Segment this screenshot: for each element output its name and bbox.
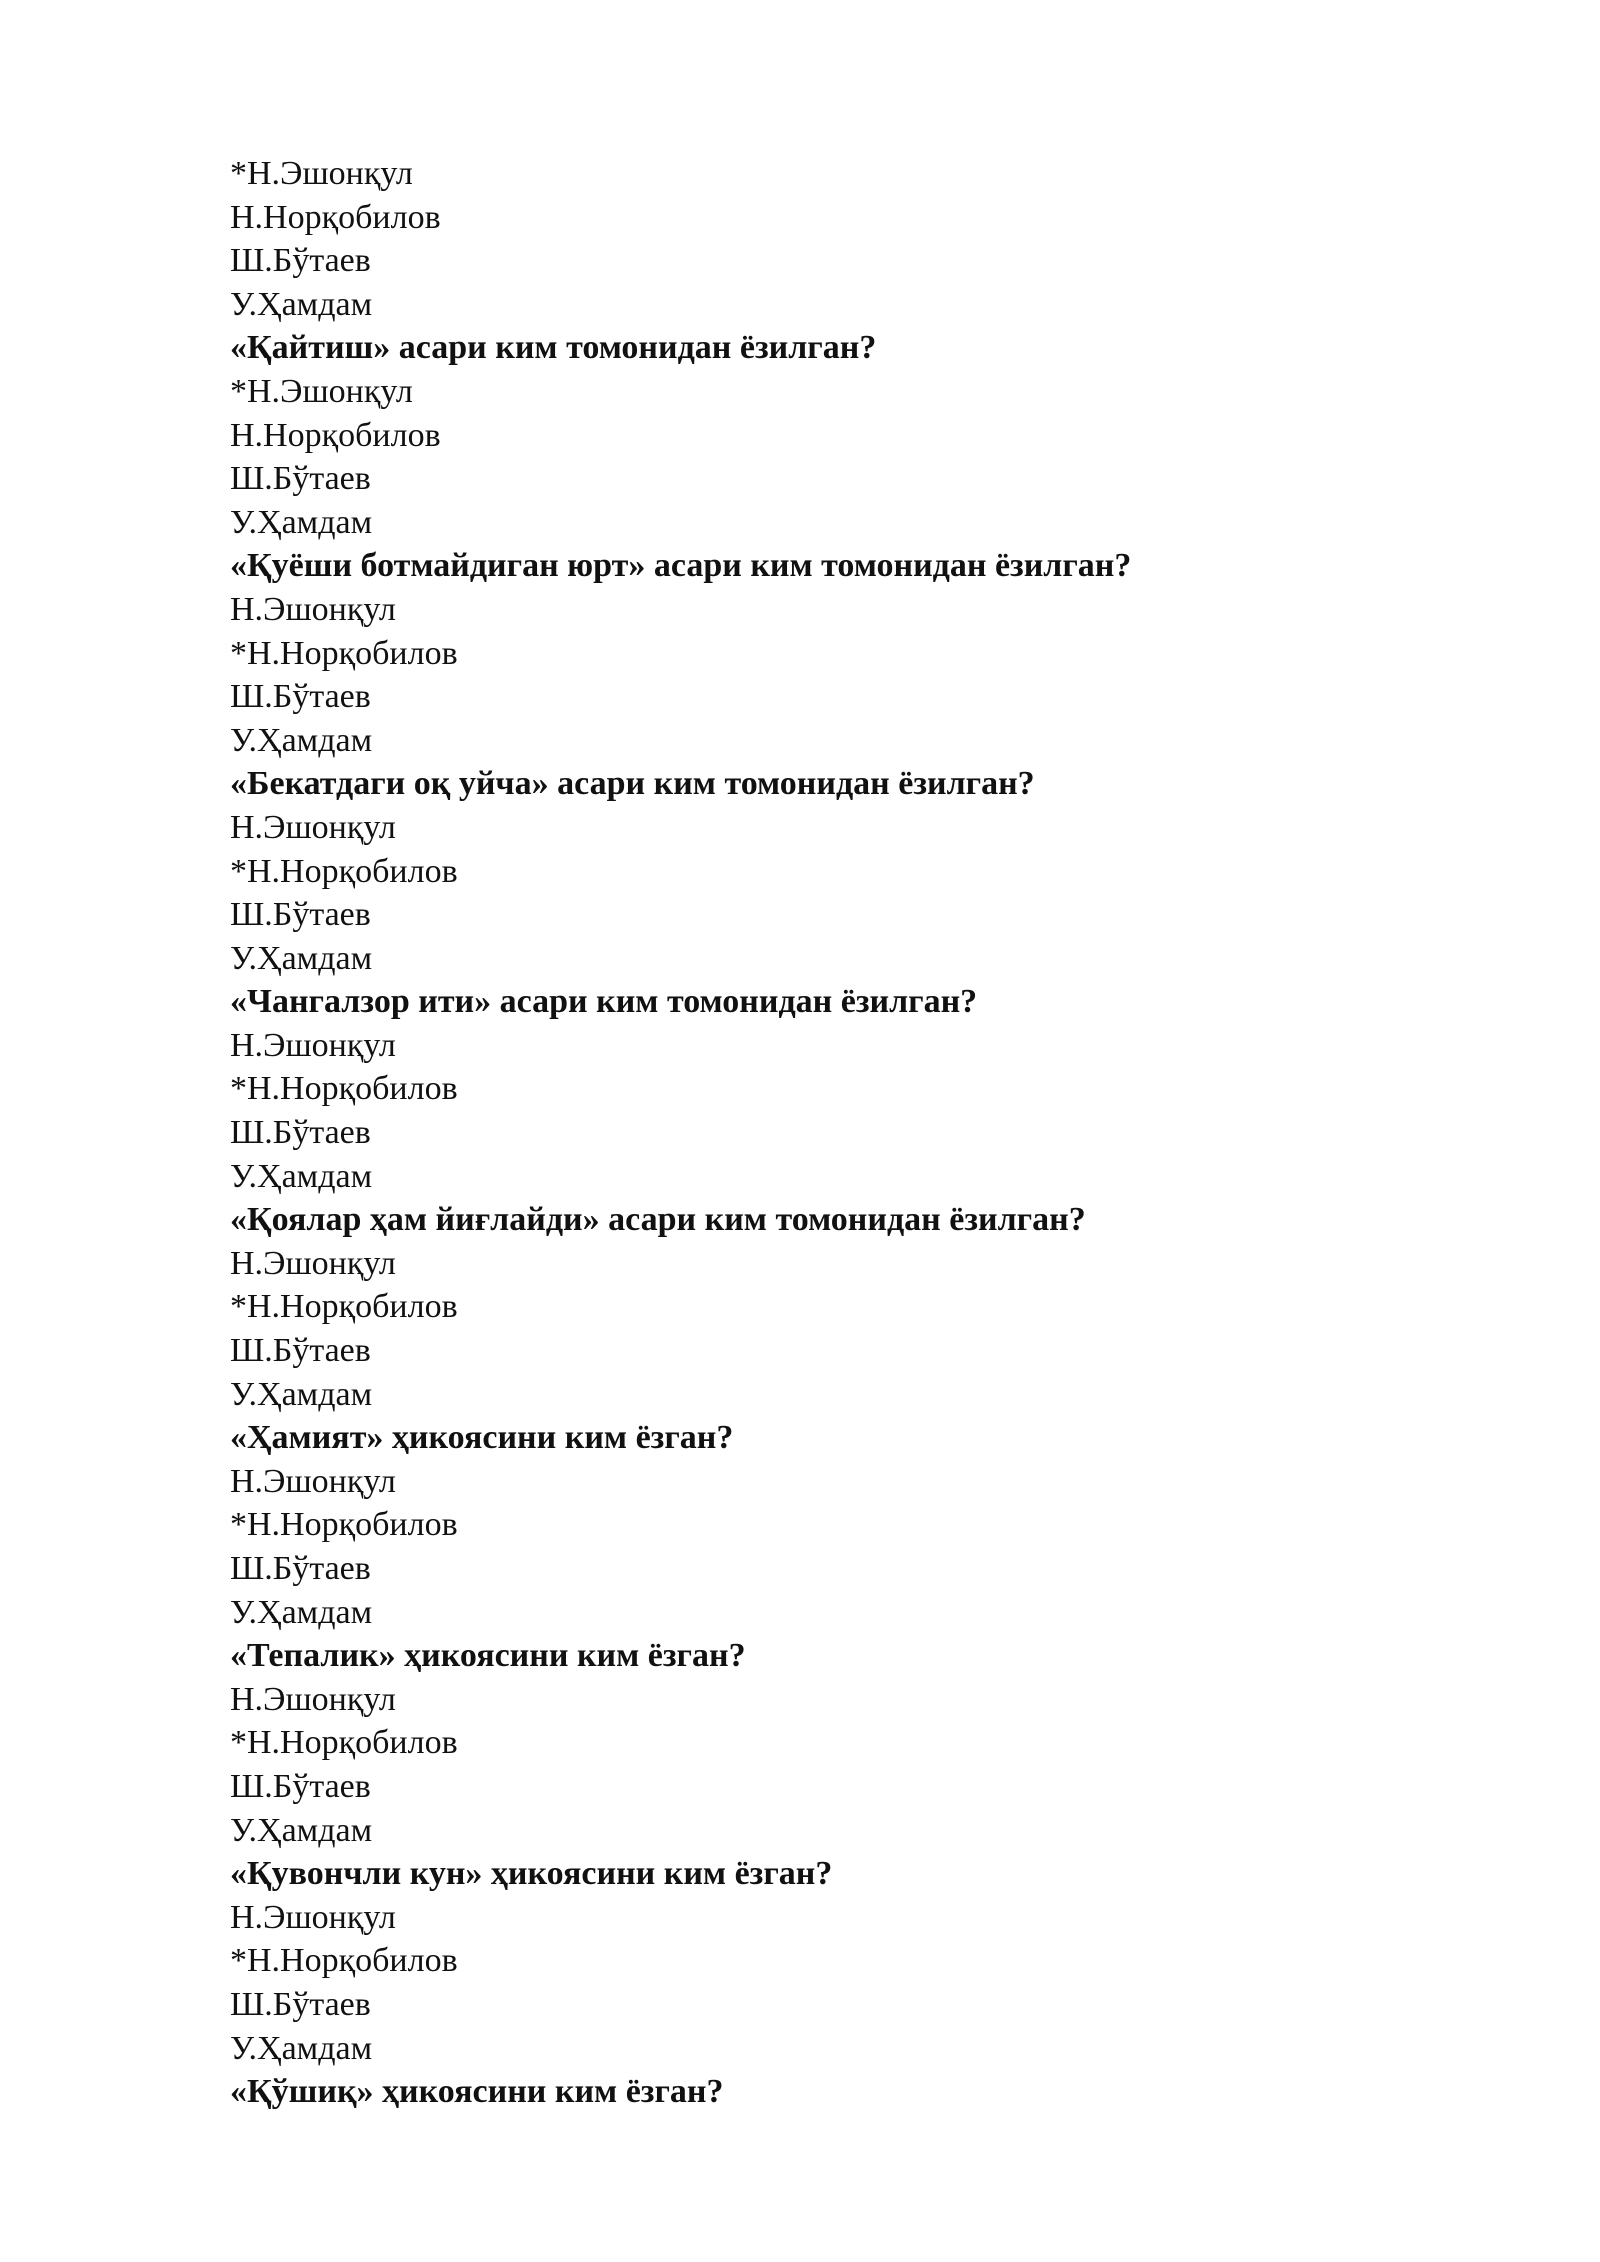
question-text: «Қўшиқ» ҳикоясини ким ёзган? (230, 2073, 724, 2111)
answer-option: Ш.Бўтаев (230, 460, 371, 498)
answer-option: *Н.Норқобилов (230, 852, 458, 890)
answer-option: У.Ҳамдам (230, 1157, 373, 1195)
answer-option: У.Ҳамдам (230, 285, 373, 323)
answer-option: У.Ҳамдам (230, 1811, 373, 1849)
answer-option: *Н.Норқобилов (230, 1506, 458, 1544)
answer-option: Н.Эшонқул (230, 1898, 396, 1936)
answer-option: Н.Эшонқул (230, 590, 396, 628)
answer-option: *Н.Норқобилов (230, 1288, 458, 1326)
answer-option: Н.Норқобилов (230, 198, 441, 236)
answer-option: У.Ҳамдам (230, 1593, 373, 1631)
answer-option: Ш.Бўтаев (230, 1985, 371, 2023)
answer-option: *Н.Норқобилов (230, 1942, 458, 1980)
question-text: «Қуёши ботмайдиган юрт» асари ким томонидан ёзилган? (230, 547, 1132, 585)
answer-option: У.Ҳамдам (230, 721, 373, 759)
question-text: «Қоялар ҳам йиғлайди» асари ким томонидан ёзилган? (230, 1201, 1086, 1239)
answer-option: У.Ҳамдам (230, 2029, 373, 2067)
answer-option: Н.Норқобилов (230, 416, 441, 454)
answer-option: Н.Эшонқул (230, 1680, 396, 1718)
question-text: «Қайтиш» асари ким томонидан ёзилган? (230, 329, 877, 367)
answer-option: Н.Эшонқул (230, 1026, 396, 1064)
document-page (230, 152, 1430, 2114)
answer-option: Н.Эшонқул (230, 808, 396, 846)
answer-option: Н.Эшонқул (230, 1244, 396, 1282)
answer-option: *Н.Норқобилов (230, 1070, 458, 1108)
question-text: «Ҳамият» ҳикоясини ким ёзган? (230, 1419, 734, 1457)
question-text: «Тепалик» ҳикоясини ким ёзган? (230, 1637, 746, 1675)
answer-option: *Н.Норқобилов (230, 1724, 458, 1762)
answer-option: *Н.Норқобилов (230, 634, 458, 672)
answer-option: У.Ҳамдам (230, 1375, 373, 1413)
answer-option: У.Ҳамдам (230, 939, 373, 977)
answer-option: У.Ҳамдам (230, 503, 373, 541)
answer-option: Ш.Бўтаев (230, 1332, 371, 1370)
answer-option: *Н.Эшонқул (230, 155, 413, 192)
question-text: «Чангалзор ити» асари ким томонидан ёзилган? (230, 983, 978, 1021)
answer-option: Ш.Бўтаев (230, 1550, 371, 1587)
answer-option: *Н.Эшонқул (230, 372, 413, 410)
answer-option: Ш.Бўтаев (230, 896, 371, 934)
answer-option: Ш.Бўтаев (230, 1767, 371, 1805)
answer-option: Ш.Бўтаев (230, 678, 371, 716)
answer-option: Ш.Бўтаев (230, 1114, 371, 1152)
question-text: «Бекатдаги оқ уйча» асари ким томонидан ёзилган? (230, 765, 1035, 803)
answer-option: Ш.Бўтаев (230, 242, 371, 280)
question-text: «Қувончли кун» ҳикоясини ким ёзган? (230, 1855, 833, 1893)
answer-option: Н.Эшонқул (230, 1462, 396, 1500)
